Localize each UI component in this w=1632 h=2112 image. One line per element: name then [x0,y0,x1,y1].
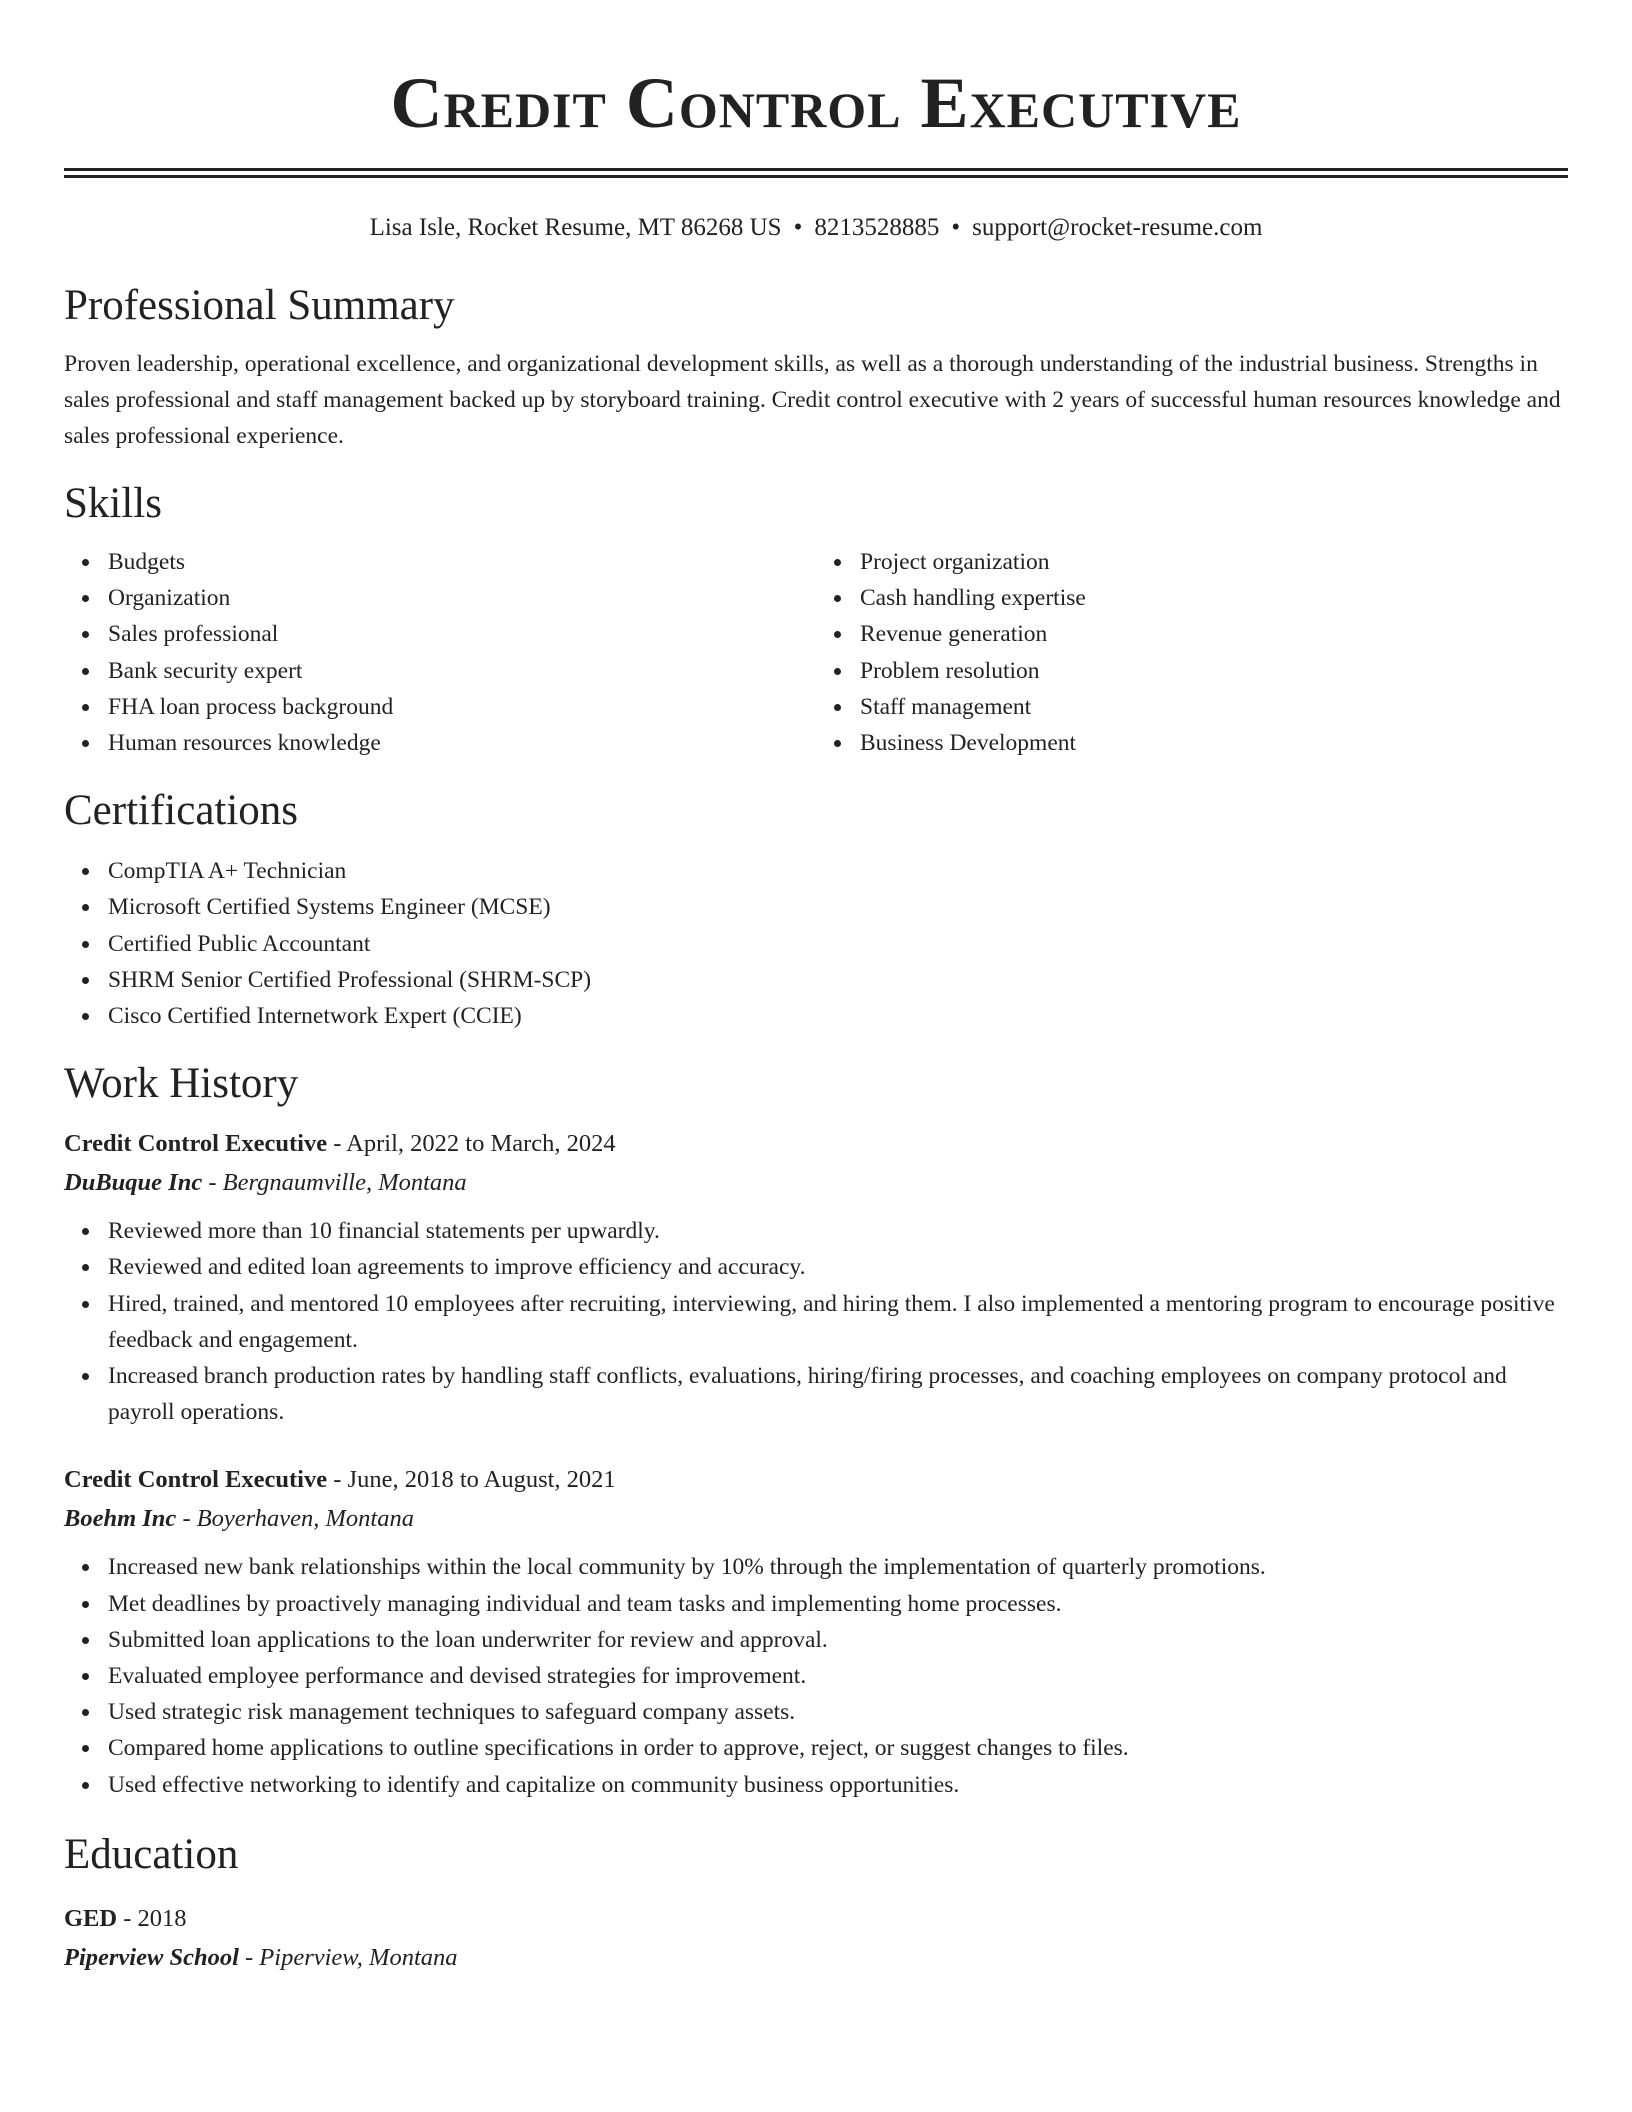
contact-address: Lisa Isle, Rocket Resume, MT 86268 US [369,214,782,241]
summary-heading: Professional Summary [64,282,455,329]
contact-phone: 8213528885 [814,214,940,241]
education-degree-line [64,1899,1568,1938]
education-school: Piperview School [64,1943,239,1971]
job-location: - Boyerhaven, Montana [176,1505,414,1533]
job-bullet: Submitted loan applications to the loan underwriter for review and approval. [108,1622,1568,1658]
job-title: Credit Control Executive [64,1130,328,1158]
skill-item: Human resources knowledge [108,725,816,761]
contact-separator-1: • [793,214,803,241]
skill-item: Problem resolution [860,653,1568,689]
skill-item: Organization [108,580,816,616]
job-bullet: Reviewed more than 10 financial statements per upwardly. [108,1213,1568,1249]
job-company-line [64,1499,1568,1538]
education-degree: GED [64,1904,118,1932]
skills-list-right [816,544,1568,761]
skill-item: Project organization [860,544,1568,580]
job-company: Boehm Inc [64,1505,177,1533]
job-bullet: Increased branch production rates by handling staff conflicts, evaluations, hiring/firing processes, and coaching employees on company protocol and payroll operations. [108,1358,1568,1430]
job-bullet: Increased new bank relationships within the local community by 10% through the implementation of quarterly promotions. [108,1549,1568,1585]
education-year: - 2018 [117,1904,187,1932]
education-location: - Piperview, Montana [238,1943,458,1971]
skill-item: Staff management [860,689,1568,725]
skill-item: Revenue generation [860,616,1568,652]
job-location: - Bergnaumville, Montana [202,1169,467,1197]
job-title-line [64,1124,1568,1163]
certification-item: Certified Public Accountant [108,926,1568,962]
job-bullet: Compared home applications to outline specifications in order to approve, reject, or suggest changes to files. [108,1730,1568,1766]
job-bullet: Hired, trained, and mentored 10 employees after recruiting, interviewing, and hiring them. I also implemented a mentoring program to encourage positive feedback and engagement. [108,1286,1568,1358]
skill-item: FHA loan process background [108,689,816,725]
contact-line [64,212,1568,244]
job-title: Credit Control Executive [64,1466,328,1494]
job-dates: - June, 2018 to August, 2021 [327,1466,616,1494]
certification-item: Microsoft Certified Systems Engineer (MCSE) [108,889,1568,925]
title-double-rule [64,168,1568,178]
certification-item: Cisco Certified Internetwork Expert (CCIE) [108,998,1568,1034]
skill-item: Sales professional [108,616,816,652]
skill-item: Budgets [108,544,816,580]
skill-item: Bank security expert [108,653,816,689]
certification-item: SHRM Senior Certified Professional (SHRM-SCP) [108,962,1568,998]
job-entry-1 [64,1124,1568,1430]
certification-item: CompTIA A+ Technician [108,853,1568,889]
job-bullet: Met deadlines by proactively managing individual and team tasks and implementing home processes. [108,1586,1568,1622]
job-bullet: Used strategic risk management techniques to safeguard company assets. [108,1694,1568,1730]
skills-list-left [64,544,816,761]
job-bullet: Used effective networking to identify and capitalize on community business opportunities. [108,1767,1568,1803]
certifications-list [64,853,1568,1034]
job-company: DuBuque Inc [64,1169,203,1197]
skill-item: Business Development [860,725,1568,761]
job-company-line [64,1163,1568,1202]
job-entry-2 [64,1460,1568,1802]
skills-columns [64,544,1568,761]
certifications-heading: Certifications [64,787,299,835]
job-bullet: Evaluated employee performance and devised strategies for improvement. [108,1658,1568,1694]
job-title-line [64,1460,1568,1499]
job-bullet: Reviewed and edited loan agreements to improve efficiency and accuracy. [108,1249,1568,1285]
work-history-heading: Work History [64,1060,299,1108]
education-heading: Education [64,1830,239,1878]
skill-item: Cash handling expertise [860,580,1568,616]
skills-heading: Skills [64,480,162,527]
job-dates: - April, 2022 to March, 2024 [327,1130,616,1158]
summary-text: Proven leadership, operational excellence, and organizational development skills, as well as a thorough understanding of the industrial business. Strengths in sales professional and staff management backed up by storyboard training. Credit control executive with 2 years of successful human resources knowledge and sales professional experience. [64,351,1561,449]
job-bullet-list [64,1549,1568,1802]
resume-title: Credit Control Executive [390,63,1242,143]
education-school-line [64,1938,1568,1977]
contact-email[interactable]: support@rocket-resume.com [972,214,1263,241]
job-bullet-list [64,1213,1568,1430]
contact-separator-2: • [951,214,961,241]
